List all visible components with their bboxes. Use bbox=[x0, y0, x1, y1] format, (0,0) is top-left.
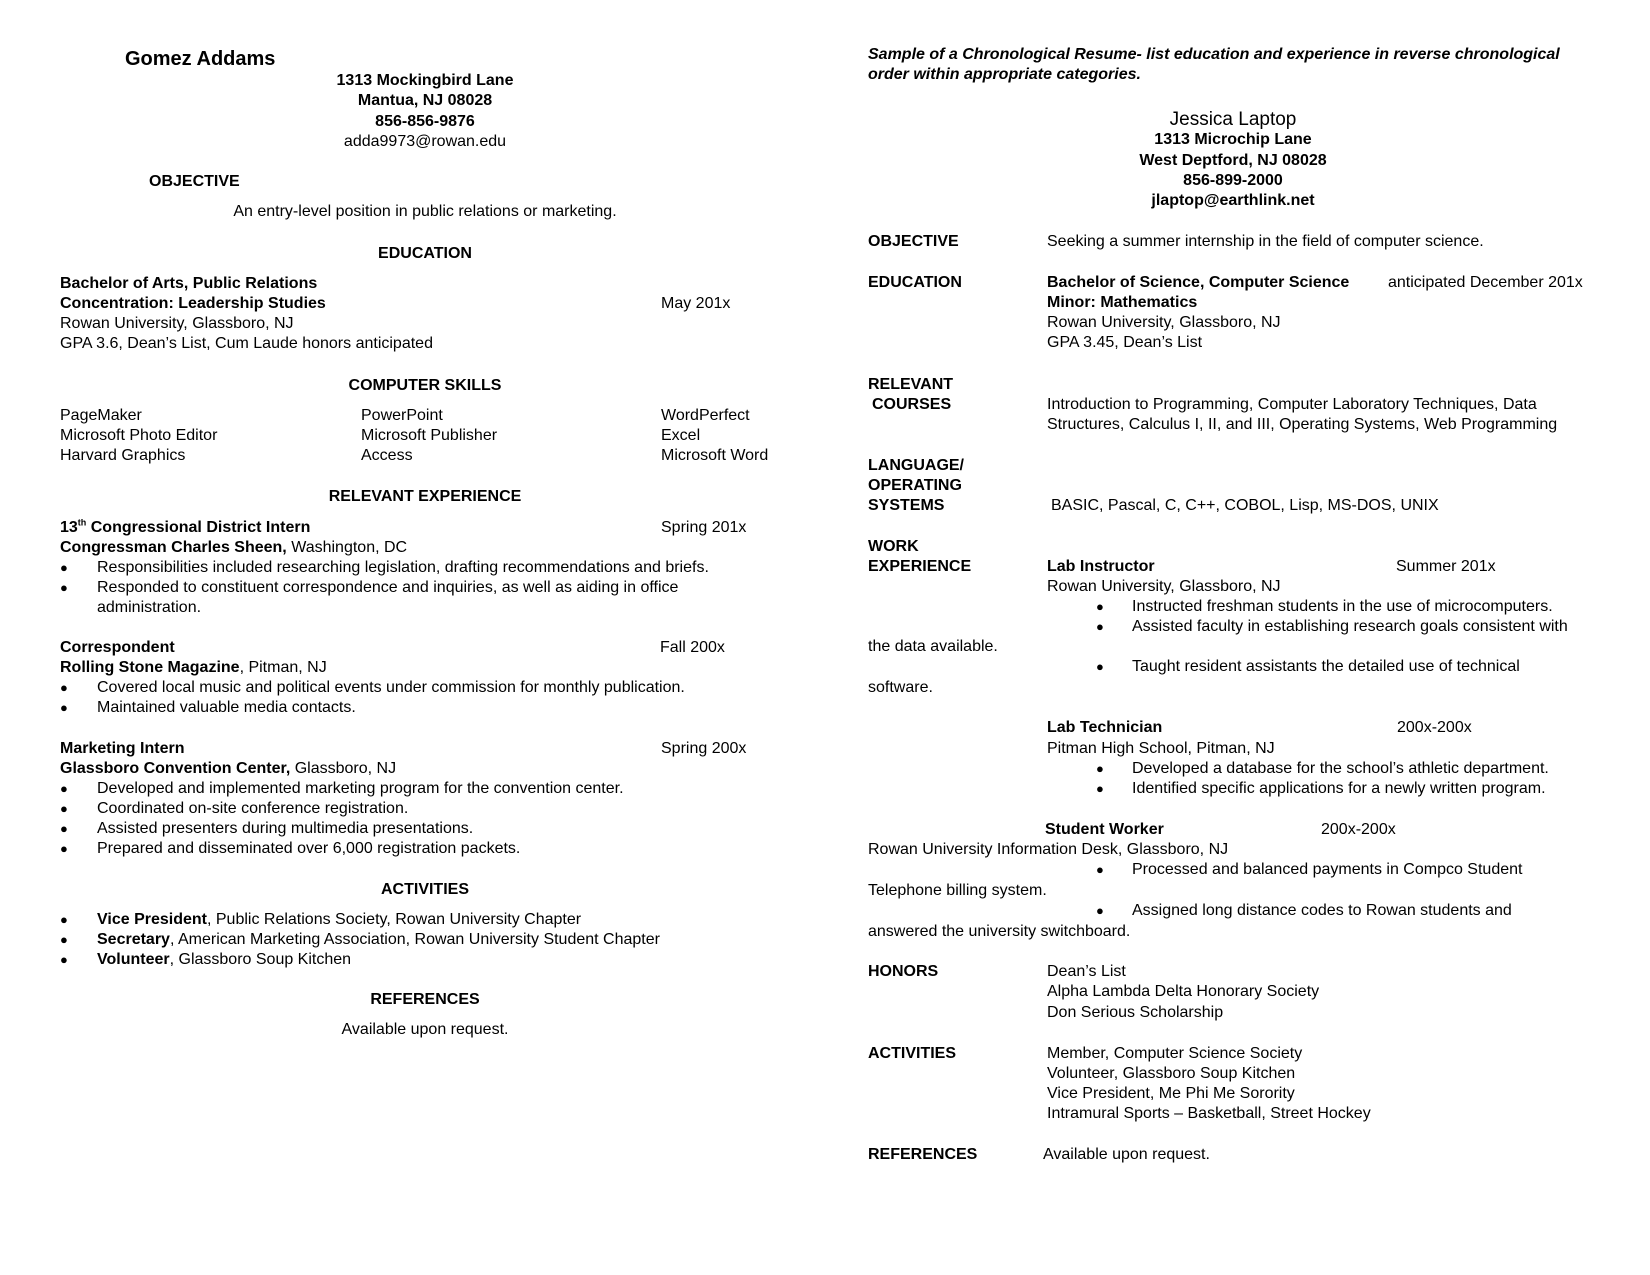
job-date: Spring 200x bbox=[661, 740, 747, 757]
email: adda9973@rowan.edu bbox=[343, 133, 507, 150]
gpa: GPA 3.45, Dean’s List bbox=[1047, 334, 1203, 351]
job-title: Lab Instructor bbox=[1047, 558, 1155, 575]
list-item-continuation: software. bbox=[868, 679, 933, 696]
list-item: ● Developed and implemented marketing program for the convention center. bbox=[60, 780, 624, 797]
list-item: ● Assisted faculty in establishing research goals consistent with bbox=[1096, 618, 1568, 635]
list-item-continuation: Telephone billing system. bbox=[868, 882, 1047, 899]
address-line-2: Mantua, NJ 08028 bbox=[357, 92, 493, 109]
address-line-1: 1313 Microchip Lane bbox=[1154, 131, 1312, 148]
honors-heading: HONORS bbox=[868, 963, 939, 980]
bullet-icon: ● bbox=[60, 932, 68, 947]
bullet-icon: ● bbox=[1096, 619, 1104, 634]
education-heading: EDUCATION bbox=[868, 274, 962, 291]
resume-name: Jessica Laptop bbox=[1169, 109, 1297, 130]
bullet-icon: ● bbox=[60, 580, 68, 595]
computer-skills-heading: COMPUTER SKILLS bbox=[348, 377, 502, 394]
bullet-icon: ● bbox=[60, 952, 68, 967]
skill-item: WordPerfect bbox=[661, 407, 750, 424]
bullet-icon: ● bbox=[1096, 781, 1104, 796]
activity-item: Volunteer, Glassboro Soup Kitchen bbox=[1047, 1065, 1296, 1082]
bullet-icon: ● bbox=[60, 841, 68, 856]
concentration: Concentration: Leadership Studies bbox=[60, 295, 326, 312]
degree: Bachelor of Arts, Public Relations bbox=[60, 275, 318, 292]
bullet-icon: ● bbox=[60, 801, 68, 816]
references-text: Available upon request. bbox=[1043, 1146, 1210, 1163]
bullet-icon: ● bbox=[1096, 599, 1104, 614]
skill-item: PowerPoint bbox=[361, 407, 443, 424]
job-title: Marketing Intern bbox=[60, 740, 185, 757]
bullet-icon: ● bbox=[1096, 903, 1104, 918]
activities-heading: ACTIVITIES bbox=[868, 1045, 957, 1062]
skill-item: Excel bbox=[661, 427, 701, 444]
bullet-icon: ● bbox=[60, 821, 68, 836]
job-employer: Congressman Charles Sheen, Washington, DC bbox=[60, 539, 408, 556]
list-item-continuation: the data available. bbox=[868, 638, 998, 655]
list-item: ● Prepared and disseminated over 6,000 registration packets. bbox=[60, 840, 521, 857]
bullet-icon: ● bbox=[1096, 761, 1104, 776]
list-item-continuation: answered the university switchboard. bbox=[868, 923, 1131, 940]
job-date: Summer 201x bbox=[1396, 558, 1496, 575]
job-date: 200x-200x bbox=[1321, 821, 1396, 838]
skill-item: Microsoft Publisher bbox=[361, 427, 498, 444]
list-item: ● Volunteer, Glassboro Soup Kitchen bbox=[60, 951, 352, 968]
minor: Minor: Mathematics bbox=[1047, 294, 1198, 311]
objective-text: Seeking a summer internship in the field of computer science. bbox=[1047, 233, 1484, 250]
list-item: ● Secretary, American Marketing Association, Rowan University Student Chapter bbox=[60, 931, 660, 948]
courses-text: Introduction to Programming, Computer Laboratory Techniques, Data bbox=[1047, 396, 1537, 413]
job-date: 200x-200x bbox=[1397, 719, 1472, 736]
job-date: Spring 201x bbox=[661, 519, 747, 536]
email: jlaptop@earthlink.net bbox=[1151, 192, 1315, 209]
language-text: BASIC, Pascal, C, C++, COBOL, Lisp, MS-DOS, UNIX bbox=[1051, 497, 1439, 514]
activity-item: Member, Computer Science Society bbox=[1047, 1045, 1303, 1062]
courses-heading: COURSES bbox=[872, 396, 952, 413]
job-title: Student Worker bbox=[1045, 821, 1164, 838]
list-item: ● Taught resident assistants the detailed use of technical bbox=[1096, 658, 1520, 675]
job-employer: Rolling Stone Magazine, Pitman, NJ bbox=[60, 659, 327, 676]
list-item: ● Maintained valuable media contacts. bbox=[60, 699, 356, 716]
skill-item: PageMaker bbox=[60, 407, 142, 424]
job-title: 13th Congressional District Intern bbox=[60, 517, 311, 536]
job-title: Correspondent bbox=[60, 639, 175, 656]
list-item: ● Responsibilities included researching legislation, drafting recommendations and briefs. bbox=[60, 559, 709, 576]
job-title: Lab Technician bbox=[1047, 719, 1163, 736]
list-item: ● Identified specific applications for a newly written program. bbox=[1096, 780, 1546, 797]
references-heading: REFERENCES bbox=[868, 1146, 978, 1163]
language-heading: LANGUAGE/ bbox=[868, 457, 964, 474]
address-line-1: 1313 Mockingbird Lane bbox=[336, 72, 514, 89]
school: Rowan University, Glassboro, NJ bbox=[60, 315, 294, 332]
phone: 856-856-9876 bbox=[375, 113, 475, 130]
education-heading: EDUCATION bbox=[378, 245, 472, 262]
language-heading: OPERATING bbox=[868, 477, 962, 494]
list-item: ● Developed a database for the school’s athletic department. bbox=[1096, 760, 1549, 777]
bullet-icon: ● bbox=[1096, 862, 1104, 877]
bullet-icon: ● bbox=[60, 912, 68, 927]
bullet-icon: ● bbox=[60, 781, 68, 796]
job-employer: Rowan University, Glassboro, NJ bbox=[1047, 578, 1281, 595]
skill-item: Microsoft Photo Editor bbox=[60, 427, 218, 444]
objective-text: An entry-level position in public relations or marketing. bbox=[233, 203, 617, 220]
bullet-icon: ● bbox=[1096, 659, 1104, 674]
honor-item: Dean’s List bbox=[1047, 963, 1126, 980]
activity-item: Intramural Sports – Basketball, Street Hockey bbox=[1047, 1105, 1371, 1122]
bullet-icon: ● bbox=[60, 680, 68, 695]
list-item: ● Assigned long distance codes to Rowan students and bbox=[1096, 902, 1512, 919]
gpa: GPA 3.6, Dean’s List, Cum Laude honors anticipated bbox=[60, 335, 433, 352]
work-experience-heading: EXPERIENCE bbox=[868, 558, 972, 575]
skill-item: Access bbox=[361, 447, 413, 464]
phone: 856-899-2000 bbox=[1183, 172, 1283, 189]
graduation-date: anticipated December 201x bbox=[1388, 274, 1583, 291]
list-item: ● Instructed freshman students in the use of microcomputers. bbox=[1096, 598, 1553, 615]
skill-item: Harvard Graphics bbox=[60, 447, 186, 464]
list-item-continuation: administration. bbox=[97, 599, 202, 616]
objective-heading: OBJECTIVE bbox=[149, 173, 240, 190]
activity-item: Vice President, Me Phi Me Sorority bbox=[1047, 1085, 1295, 1102]
work-experience-heading: WORK bbox=[868, 538, 919, 555]
bullet-icon: ● bbox=[60, 560, 68, 575]
sample-note-line-1: Sample of a Chronological Resume- list education and experience in reverse chronological bbox=[868, 46, 1560, 63]
list-item: ● Responded to constituent correspondence and inquiries, as well as aiding in office bbox=[60, 579, 679, 596]
courses-heading: RELEVANT bbox=[868, 376, 954, 393]
graduation-date: May 201x bbox=[661, 295, 731, 312]
job-employer: Glassboro Convention Center, Glassboro, NJ bbox=[60, 760, 397, 777]
list-item: ● Assisted presenters during multimedia presentations. bbox=[60, 820, 474, 837]
language-heading: SYSTEMS bbox=[868, 497, 945, 514]
activities-heading: ACTIVITIES bbox=[380, 881, 469, 898]
list-item: ● Covered local music and political events under commission for monthly publication. bbox=[60, 679, 685, 696]
job-employer: Rowan University Information Desk, Glassboro, NJ bbox=[868, 841, 1229, 858]
honor-item: Alpha Lambda Delta Honorary Society bbox=[1047, 983, 1320, 1000]
resume-name: Gomez Addams bbox=[125, 48, 276, 70]
honor-item: Don Serious Scholarship bbox=[1047, 1004, 1224, 1021]
list-item: ● Vice President, Public Relations Society, Rowan University Chapter bbox=[60, 911, 582, 928]
courses-text: Structures, Calculus I, II, and III, Operating Systems, Web Programming bbox=[1047, 416, 1558, 433]
list-item: ● Coordinated on-site conference registration. bbox=[60, 800, 409, 817]
relevant-experience-heading: RELEVANT EXPERIENCE bbox=[328, 488, 522, 505]
sample-note-line-2: order within appropriate categories. bbox=[868, 66, 1141, 83]
objective-heading: OBJECTIVE bbox=[868, 233, 959, 250]
job-employer: Pitman High School, Pitman, NJ bbox=[1047, 740, 1275, 757]
skill-item: Microsoft Word bbox=[661, 447, 769, 464]
bullet-icon: ● bbox=[60, 700, 68, 715]
school: Rowan University, Glassboro, NJ bbox=[1047, 314, 1281, 331]
list-item: ● Processed and balanced payments in Compco Student bbox=[1096, 861, 1523, 878]
address-line-2: West Deptford, NJ 08028 bbox=[1139, 152, 1327, 169]
references-heading: REFERENCES bbox=[370, 991, 480, 1008]
references-text: Available upon request. bbox=[341, 1021, 509, 1038]
degree: Bachelor of Science, Computer Science bbox=[1047, 274, 1350, 291]
job-date: Fall 200x bbox=[660, 639, 725, 656]
